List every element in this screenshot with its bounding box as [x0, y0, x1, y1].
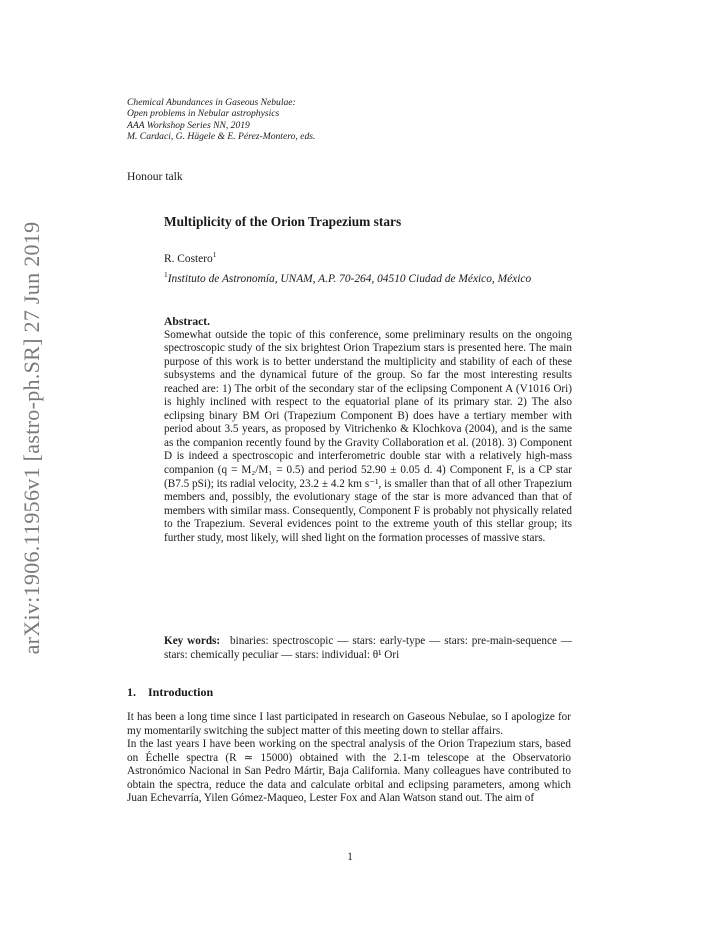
header-line: M. Cardaci, G. Hägele & E. Pérez-Montero, eds.: [127, 131, 316, 143]
header-line: Open problems in Nebular astrophysics: [127, 108, 280, 120]
introduction-body: [127, 711, 571, 806]
arxiv-stamp: [8, 0, 56, 932]
author-name: R. Costero: [164, 253, 213, 265]
intro-paragraph: In the last years I have been working on the spectral analysis of the Orion Trapezium stars, based on Échelle spectra (R ≃ 15000) obtained with the 2.1-m telescope at the Observatorio Astronómico Nacional in San Pedro Mártir, Baja California. Many colleagues have contributed to obtain the spectra, reduce the data and calculate orbital and eclipsing parameters, among which Juan Echevarría, Yilen Gómez-Maqueo, Lester Fox and Alan Watson stand out. The aim of: [127, 738, 571, 804]
arxiv-identifier: arXiv:1906.11956v1 [astro-ph.SR] 27 Jun 2019: [19, 221, 44, 655]
abstract: [164, 315, 572, 545]
keywords-label: Key words:: [164, 635, 221, 647]
section-heading: [127, 685, 213, 700]
keywords: [164, 635, 572, 663]
section-number: 1.: [127, 685, 136, 699]
page-number: 1: [347, 851, 353, 863]
header-line: AAA Workshop Series NN, 2019: [127, 119, 250, 131]
talk-type: Honour talk: [127, 170, 183, 183]
author-mark: 1: [212, 250, 217, 259]
abstract-heading: Abstract.: [164, 315, 211, 328]
affiliation-text: Instituto de Astronomía, UNAM, A.P. 70-264, 04510 Ciudad de México, México: [167, 273, 532, 285]
intro-paragraph: It has been a long time since I last participated in research on Gaseous Nebulae, so I apologize for my momentarily switching the subject matter of this meeting down to stellar affairs.: [127, 711, 571, 737]
paper-title: Multiplicity of the Orion Trapezium stars: [164, 214, 402, 229]
affiliation-mark: 1: [164, 270, 168, 279]
header-line: Chemical Abundances in Gaseous Nebulae:: [127, 97, 296, 108]
proceedings-header: [127, 97, 315, 143]
author-line: [164, 250, 216, 265]
section-title: Introduction: [148, 685, 214, 699]
abstract-text: Somewhat outside the topic of this conference, some preliminary results on the ongoing spectroscopic study of the six brightest Orion Trapezium stars is presented here. The main purpose of this work is to better understand the multiplicity and stability of each of these subsystems and the dynamical future of the group. So far the most interesting results reached are: 1) The orbit of the secondary star of the eclipsing Component A (V1016 Ori) is highly inclined with respect to the equatorial plane of its primary star. 2) The also eclipsing binary BM Ori (Trapezium Component B) does have a tertiary member with period about 3.5 years, as proposed by Vitrichenko & Klochkova (2004), and is the same as the companion recently found by the Gravity Collaboration et al. (2018). 3) Component D is indeed a spectroscopic and interferometric double star with a relatively high-mass companion (q = M₂/M₁ = 0.5) and period 52.90 ± 0.05 d. 4) Component F, is a CP star (B7.5 pSi); its radial velocity, 23.2 ± 4.2 km s⁻¹, is smaller than that of all other Trapezium members and, possibly, the evolutionary stage of the star is more advanced than that of members with similar mass. Consequently, Component F is probably not physically related to the Trapezium. Several evidences point to the extreme youth of this stellar group; its further study, most likely, will shed light on the formation processes of massive stars.: [164, 328, 572, 544]
affiliation: [164, 267, 572, 287]
keywords-text: binaries: spectroscopic — stars: early-type — stars: pre-main-sequence — stars: chemically peculiar — stars: individual: θ¹ Ori: [164, 635, 573, 661]
